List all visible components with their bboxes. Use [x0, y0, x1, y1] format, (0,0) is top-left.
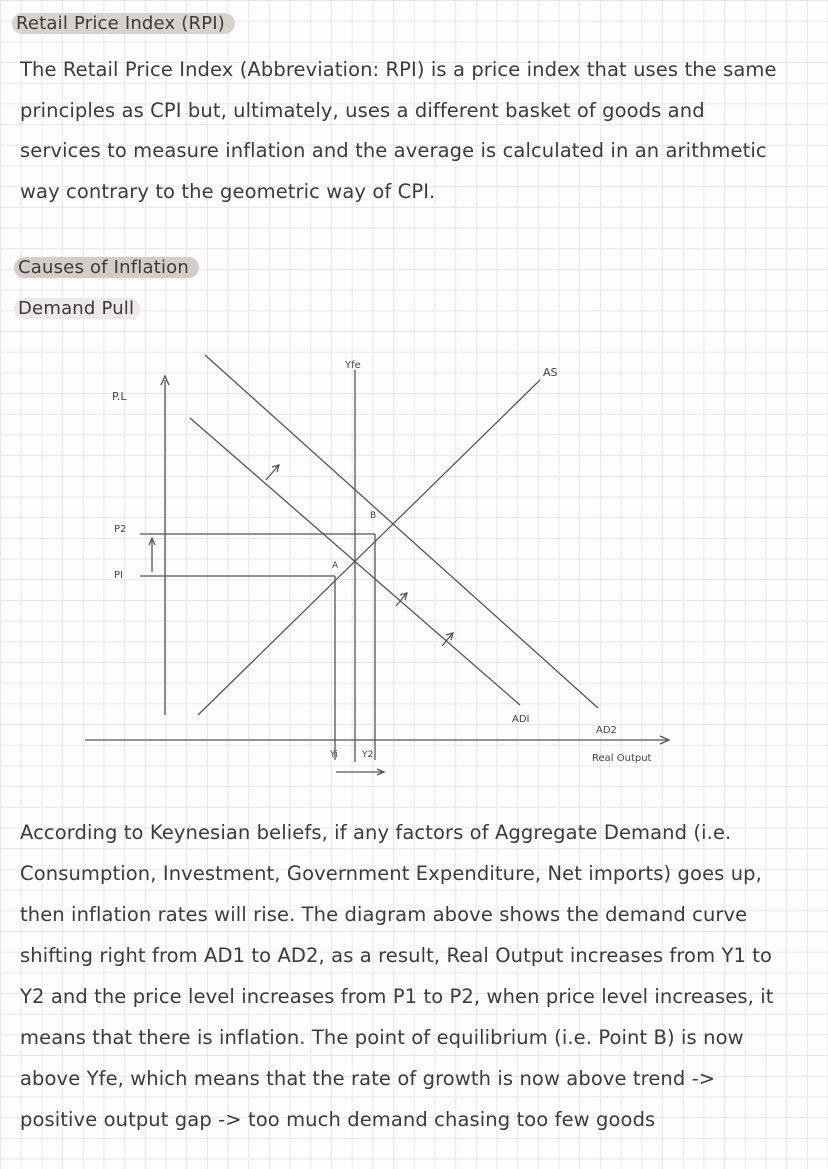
y2-label: Y2 [362, 750, 374, 760]
ad2-curve [205, 355, 598, 708]
subsection-heading: Demand Pull [14, 298, 140, 319]
demand-pull-diagram [0, 340, 828, 790]
section-heading: Causes of Inflation [14, 257, 199, 278]
intro-paragraph: The Retail Price Index (Abbreviation: RPI) is a price index that uses the same principles as CPI but, ultimately, uses a different basket of goods and services to measure inflation and the average is calculated in an arithmetic way contrary to the geometric way of CPI. [20, 58, 777, 203]
point-a-label: A [332, 561, 339, 571]
as-label: AS [543, 366, 558, 379]
y1-label: Yi [330, 750, 338, 760]
p2-label: P2 [114, 524, 127, 535]
shift-arrow-1 [266, 466, 278, 480]
yfe-label: Yfe [345, 360, 361, 371]
page-title: Retail Price Index (RPI) [12, 13, 235, 34]
point-b-label: B [370, 511, 377, 521]
x-axis-label: Real Output [592, 753, 652, 764]
p1-label: PI [114, 570, 123, 581]
ad1-label: ADI [512, 714, 530, 725]
ad2-label: AD2 [596, 725, 617, 736]
y-axis-label: P.L [112, 390, 127, 403]
as-curve [198, 380, 540, 715]
explanation-paragraph: According to Keynesian beliefs, if any factors of Aggregate Demand (i.e. Consumption, Investment, Government Expenditure, Net imports) goes up, then inflation rates will rise. The diagram above shows the demand curve shifting right from AD1 to AD2, as a result, Real Output increases from Y1 to Y2 and the price level increases from P1 to P2, when price level increases, it means that there is inflation. The point of equilibrium (i.e. Point B) is now above Yfe, which means that the rate of growth is now above trend -> positive output gap -> too much demand chasing too few goods [20, 821, 774, 1131]
